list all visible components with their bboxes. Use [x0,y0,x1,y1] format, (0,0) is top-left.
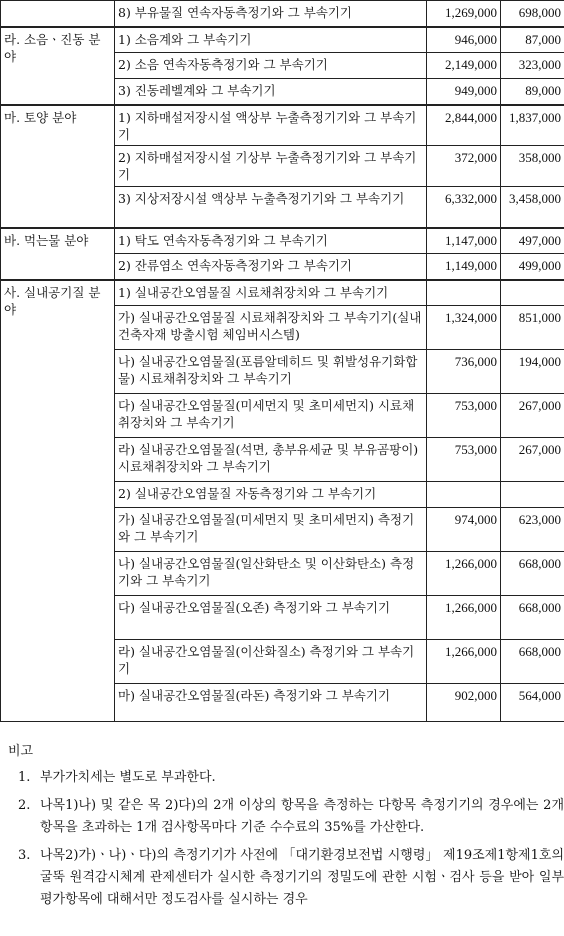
fee1-cell: 2,149,000 [427,53,501,79]
fee1-cell: 1,266,000 [427,596,501,640]
table-row [1,280,564,306]
fee2-cell: 194,000 [501,350,564,394]
remark-number: 3. [18,848,31,863]
item-cell: 나) 실내공간오염물질(포름알데히드 및 휘발성유기화합물) 시료채취장치와 그 부속기기 [115,350,427,394]
fee1-cell [427,280,501,306]
remark-text: 나목1)나) 및 같은 목 2)다)의 2개 이상의 항목을 측정하는 다항목 측정기기의 경우에는 2개 항목을 초과하는 1개 검사항목마다 기준 수수료의 35%를 가산한다. [40,798,564,835]
fee2-cell: 499,000 [501,254,564,280]
fee2-cell: 668,000 [501,552,564,596]
fee2-cell: 1,837,000 [501,105,564,146]
remark-number: 1. [18,770,31,785]
item-cell: 1) 지하매설저장시설 액상부 누출측정기기와 그 부속기기 [115,105,427,146]
fee1-cell: 2,844,000 [427,105,501,146]
remark-text: 부가가치세는 별도로 부과한다. [40,770,216,785]
item-cell: 마) 실내공간오염물질(라돈) 측정기와 그 부속기기 [115,684,427,722]
fee2-cell: 668,000 [501,640,564,684]
fee1-cell: 736,000 [427,350,501,394]
fee1-cell: 1,147,000 [427,228,501,254]
fee2-cell: 851,000 [501,306,564,350]
fee1-cell: 1,324,000 [427,306,501,350]
fee1-cell: 946,000 [427,27,501,53]
fee1-cell: 753,000 [427,438,501,482]
fee2-cell: 623,000 [501,508,564,552]
fee1-cell: 902,000 [427,684,501,722]
fee1-cell [427,482,501,508]
item-cell: 가) 실내공간오염물질 시료채취장치와 그 부속기기(실내건축자재 방출시험 체임버시스템) [115,306,427,350]
category-cell: 마. 토양 분야 [1,105,115,228]
remark-text: 나목2)가)ㆍ나)ㆍ다)의 측정기기가 사전에 「대기환경보전법 시행령」 제19조제1항제1호의 굴뚝 원격감시체계 관제센터가 실시한 측정기기의 정밀도에 관한 시험ㆍ검사 등을 받아 일부 평가항목에 대해서만 정도검사를 실시하는 경우 [40,848,564,907]
item-cell: 2) 실내공간오염물질 자동측정기와 그 부속기기 [115,482,427,508]
fee1-cell: 753,000 [427,394,501,438]
table-row [1,1,564,27]
fee2-cell: 358,000 [501,146,564,187]
item-cell: 3) 진동레벨계와 그 부속기기 [115,79,427,105]
remarks-title: 비고 [8,744,34,759]
item-cell: 2) 지하매설저장시설 기상부 누출측정기기와 그 부속기기 [115,146,427,187]
item-cell: 라) 실내공간오염물질(이산화질소) 측정기와 그 부속기기 [115,640,427,684]
fee1-cell: 372,000 [427,146,501,187]
fee2-cell: 267,000 [501,394,564,438]
category-cell [1,1,115,27]
remark-item [0,845,564,911]
fee1-cell: 949,000 [427,79,501,105]
remarks-section [0,740,564,917]
item-cell: 다) 실내공간오염물질(오존) 측정기와 그 부속기기 [115,596,427,640]
item-cell: 다) 실내공간오염물질(미세먼지 및 초미세먼지) 시료채취장치와 그 부속기기 [115,394,427,438]
table-row [1,27,564,53]
fee2-cell: 698,000 [501,1,564,27]
item-cell: 1) 실내공간오염물질 시료채취장치와 그 부속기기 [115,280,427,306]
fee2-cell: 87,000 [501,27,564,53]
item-cell: 2) 잔류염소 연속자동측정기와 그 부속기기 [115,254,427,280]
remark-number: 2. [18,798,31,813]
item-cell: 가) 실내공간오염물질(미세먼지 및 초미세먼지) 측정기와 그 부속기기 [115,508,427,552]
fee1-cell: 1,266,000 [427,640,501,684]
category-cell: 라. 소음ㆍ진동 분야 [1,27,115,105]
fee2-cell: 267,000 [501,438,564,482]
fee2-cell [501,482,564,508]
fee2-cell: 497,000 [501,228,564,254]
remark-item [0,767,564,789]
fee2-cell: 564,000 [501,684,564,722]
fee1-cell: 1,149,000 [427,254,501,280]
item-cell: 8) 부유물질 연속자동측정기와 그 부속기기 [115,1,427,27]
fee2-cell: 3,458,000 [501,187,564,228]
fee1-cell: 974,000 [427,508,501,552]
fee2-cell: 89,000 [501,79,564,105]
item-cell: 나) 실내공간오염물질(일산화탄소 및 이산화탄소) 측정기와 그 부속기기 [115,552,427,596]
table-row [1,105,564,146]
item-cell: 2) 소음 연속자동측정기와 그 부속기기 [115,53,427,79]
item-cell: 1) 탁도 연속자동측정기와 그 부속기기 [115,228,427,254]
remark-item [0,795,564,839]
table-row [1,228,564,254]
category-cell: 바. 먹는물 분야 [1,228,115,280]
item-cell: 라) 실내공간오염물질(석면, 총부유세균 및 부유곰팡이) 시료채취장치와 그 부속기기 [115,438,427,482]
fee2-cell [501,280,564,306]
fee1-cell: 6,332,000 [427,187,501,228]
fee2-cell: 668,000 [501,596,564,640]
item-cell: 3) 지상저장시설 액상부 누출측정기기와 그 부속기기 [115,187,427,228]
fee2-cell: 323,000 [501,53,564,79]
fee1-cell: 1,269,000 [427,1,501,27]
fee1-cell: 1,266,000 [427,552,501,596]
category-cell: 사. 실내공기질 분야 [1,280,115,722]
item-cell: 1) 소음계와 그 부속기기 [115,27,427,53]
